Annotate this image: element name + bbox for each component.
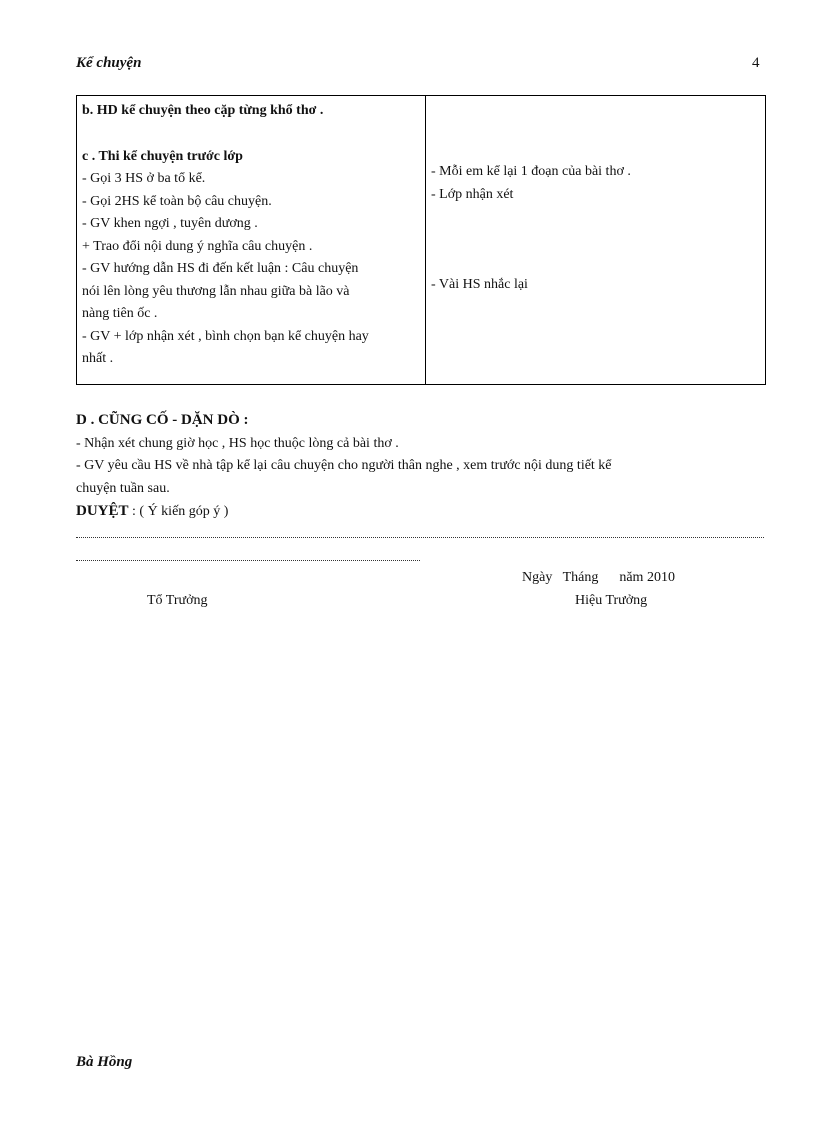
right-signature-title: Hiệu Trưởng	[575, 593, 648, 608]
section-d-line: chuyện tuần sau.	[76, 481, 170, 496]
section-d-heading: D . CŨNG CỐ - DẶN DÒ :	[76, 412, 249, 428]
right-line: - Mỗi em kể lại 1 đoạn của bài thơ .	[431, 164, 631, 179]
teacher-activities-column	[77, 96, 426, 384]
left-line: nói lên lòng yêu thương lẫn nhau giữa bà lão và	[82, 283, 350, 299]
right-line: - Vài HS nhắc lại	[431, 277, 528, 292]
lesson-table	[76, 95, 766, 385]
heading-b: b. HD kể chuyện theo cặp từng khổ thơ .	[82, 103, 324, 118]
right-line: - Lớp nhận xét	[431, 187, 514, 202]
left-signature-title: Tổ Trưởng	[147, 593, 208, 608]
left-line: - Gọi 3 HS ở ba tổ kể.	[82, 171, 206, 186]
left-line: + Trao đổi nội dung ý nghĩa câu chuyện .	[82, 238, 313, 254]
page-number: 4	[752, 55, 760, 71]
header-title: Kể chuyện	[76, 55, 142, 71]
left-line: nàng tiên ốc .	[82, 306, 158, 321]
approval-label: DUYỆT	[76, 503, 129, 519]
left-line: - GV + lớp nhận xét , bình chọn bạn kể chuyện hay	[82, 328, 369, 344]
left-line: - GV khen ngợi , tuyên dương .	[82, 216, 258, 231]
spacer	[82, 123, 425, 146]
dotted-line	[76, 560, 420, 561]
section-d-line: - GV yêu cầu HS về nhà tập kể lại câu chuyện cho người thân nghe , xem trước nội dung tiết kể	[76, 458, 612, 473]
left-line: nhất .	[82, 351, 114, 366]
footer-author: Bà Hồng	[76, 1054, 133, 1070]
left-line: - GV hướng dẫn HS đi đến kết luận : Câu chuyện	[82, 261, 359, 276]
student-activities-column	[426, 96, 765, 384]
heading-c: c . Thi kể chuyện trước lớp	[82, 148, 243, 164]
section-d-line: - Nhận xét chung giờ học , HS học thuộc lòng cả bài thơ .	[76, 436, 399, 451]
left-line: - Gọi 2HS kể toàn bộ câu chuyện.	[82, 193, 272, 209]
date-line: Ngày Tháng năm 2010	[522, 570, 675, 585]
approval-text: : ( Ý kiến góp ý )	[132, 504, 229, 519]
approval-line	[76, 503, 228, 520]
dotted-line	[76, 537, 764, 538]
